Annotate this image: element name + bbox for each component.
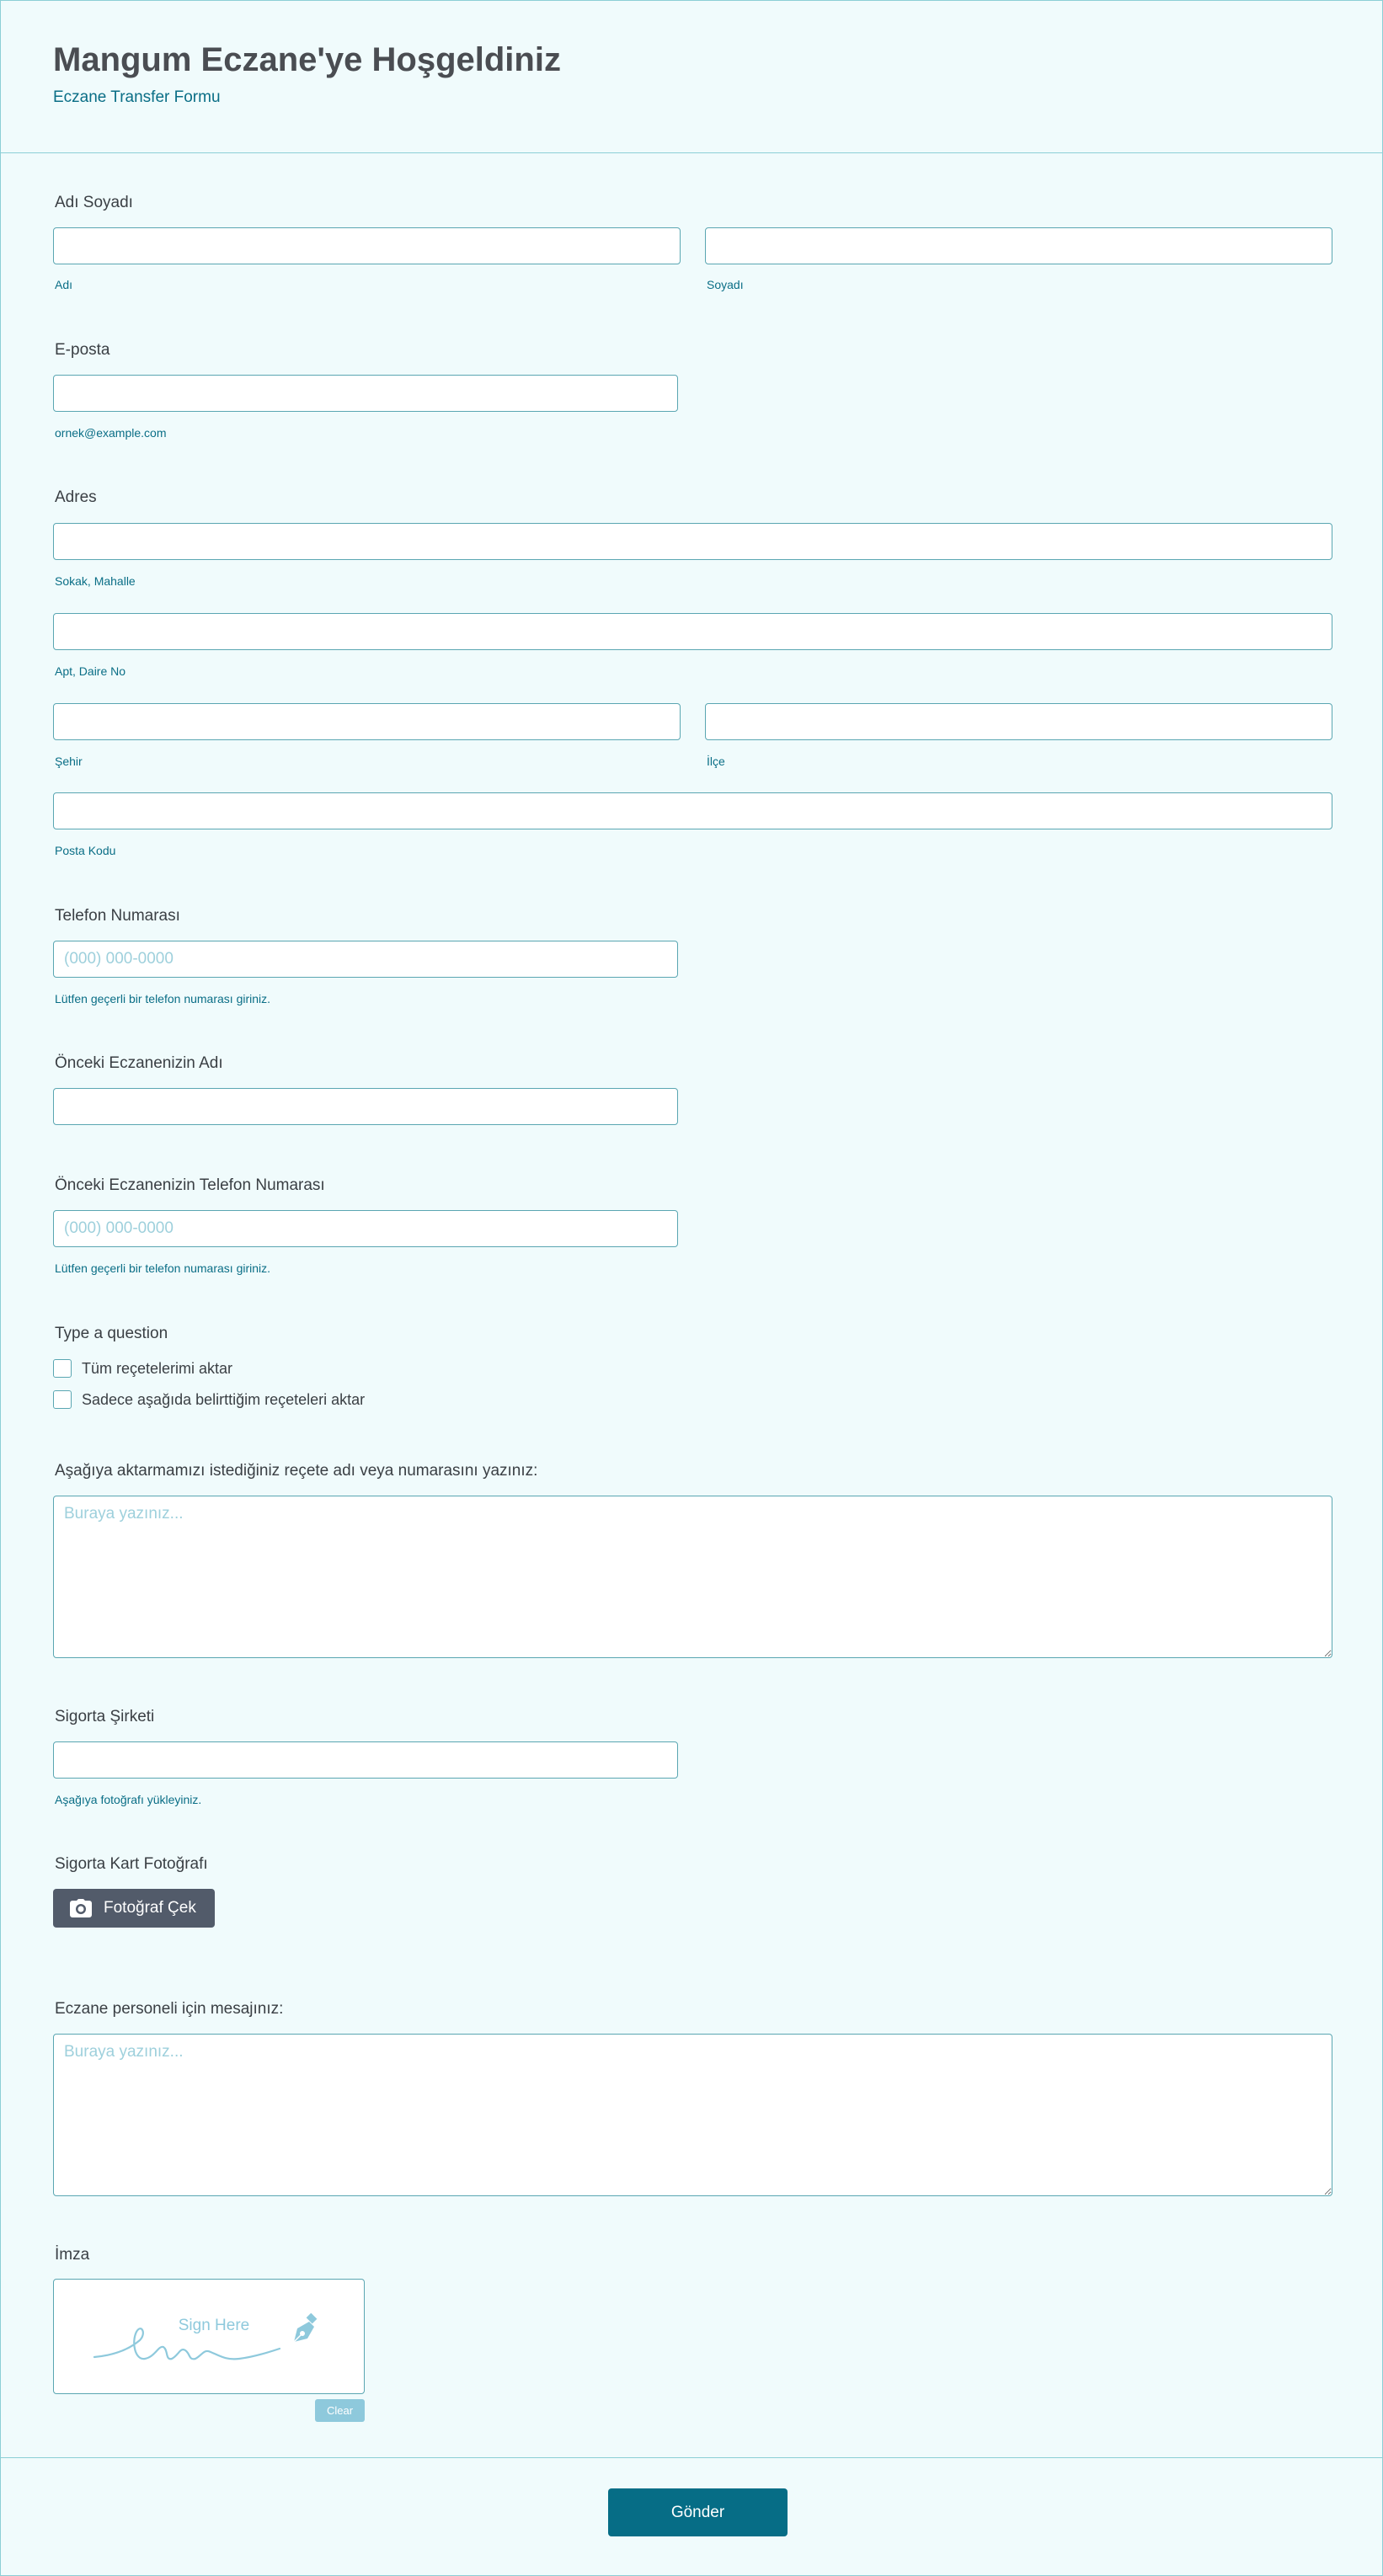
transfer-all-label: Tüm reçetelerimi aktar: [82, 1359, 233, 1377]
signature-pad[interactable]: [53, 2279, 365, 2394]
message-textarea[interactable]: [53, 2034, 1332, 2196]
email-sublabel: ornek@example.com: [55, 426, 167, 440]
street-input[interactable]: [53, 523, 1332, 560]
email-input[interactable]: [53, 375, 678, 412]
transfer-all-checkbox[interactable]: [53, 1359, 72, 1378]
phone-label: Telefon Numarası: [55, 907, 180, 925]
previous-phone-label: Önceki Eczanenizin Telefon Numarası: [55, 1176, 325, 1194]
previous-phone-sublabel: Lütfen geçerli bir telefon numarası giriniz.: [55, 1261, 271, 1275]
take-photo-button[interactable]: [53, 1889, 215, 1928]
street-sublabel: Sokak, Mahalle: [55, 574, 136, 588]
transfer-selected-option[interactable]: [53, 1389, 365, 1411]
sign-here-hint: Sign Here: [178, 2317, 250, 2334]
apartment-sublabel: Apt, Daire No: [55, 664, 126, 678]
district-sublabel: İlçe: [707, 755, 725, 768]
camera-icon: [70, 1899, 92, 1917]
city-input[interactable]: [53, 703, 681, 740]
city-sublabel: Şehir: [55, 755, 83, 768]
first-name-sublabel: Adı: [55, 278, 73, 291]
transfer-selected-label: Sadece aşağıda belirttiğim reçeteleri aktar: [82, 1390, 366, 1408]
signature-label: İmza: [55, 2246, 90, 2264]
previous-pharmacy-label: Önceki Eczanenizin Adı: [55, 1054, 223, 1072]
clear-signature-button[interactable]: Clear: [315, 2399, 365, 2422]
page-title: Mangum Eczane'ye Hoşgeldiniz: [53, 41, 561, 78]
postal-code-input[interactable]: [53, 792, 1332, 829]
first-name-input[interactable]: [53, 227, 681, 264]
phone-sublabel: Lütfen geçerli bir telefon numarası giriniz.: [55, 992, 271, 1005]
previous-phone-input[interactable]: [53, 1210, 678, 1247]
last-name-input[interactable]: [705, 227, 1332, 264]
form-header: [1, 1, 1382, 153]
last-name-sublabel: Soyadı: [707, 278, 744, 291]
transfer-all-option[interactable]: [53, 1357, 232, 1379]
insurance-sublabel: Aşağıya fotoğrafı yükleyiniz.: [55, 1793, 202, 1806]
take-photo-label: Fotoğraf Çek: [104, 1899, 196, 1917]
pen-nib-icon: [286, 2313, 321, 2353]
apartment-input[interactable]: [53, 613, 1332, 650]
footer-divider: [1, 2457, 1382, 2458]
transfer-type-label: Type a question: [55, 1325, 168, 1342]
page-subtitle: Eczane Transfer Formu: [53, 88, 221, 106]
name-label: Adı Soyadı: [55, 194, 133, 211]
insurance-input[interactable]: [53, 1741, 678, 1779]
district-input[interactable]: [705, 703, 1332, 740]
previous-pharmacy-input[interactable]: [53, 1088, 678, 1125]
email-label: E-posta: [55, 341, 110, 359]
prescriptions-label: Aşağıya aktarmamızı istediğiniz reçete adı veya numarasını yazınız:: [55, 1462, 538, 1480]
prescriptions-textarea[interactable]: [53, 1496, 1332, 1658]
insurance-photo-label: Sigorta Kart Fotoğrafı: [55, 1855, 208, 1873]
message-label: Eczane personeli için mesajınız:: [55, 2000, 284, 2018]
phone-input[interactable]: [53, 941, 678, 978]
insurance-label: Sigorta Şirketi: [55, 1708, 155, 1725]
postal-code-sublabel: Posta Kodu: [55, 844, 116, 857]
submit-button[interactable]: Gönder: [608, 2488, 788, 2536]
transfer-selected-checkbox[interactable]: [53, 1390, 72, 1409]
address-label: Adres: [55, 488, 97, 506]
